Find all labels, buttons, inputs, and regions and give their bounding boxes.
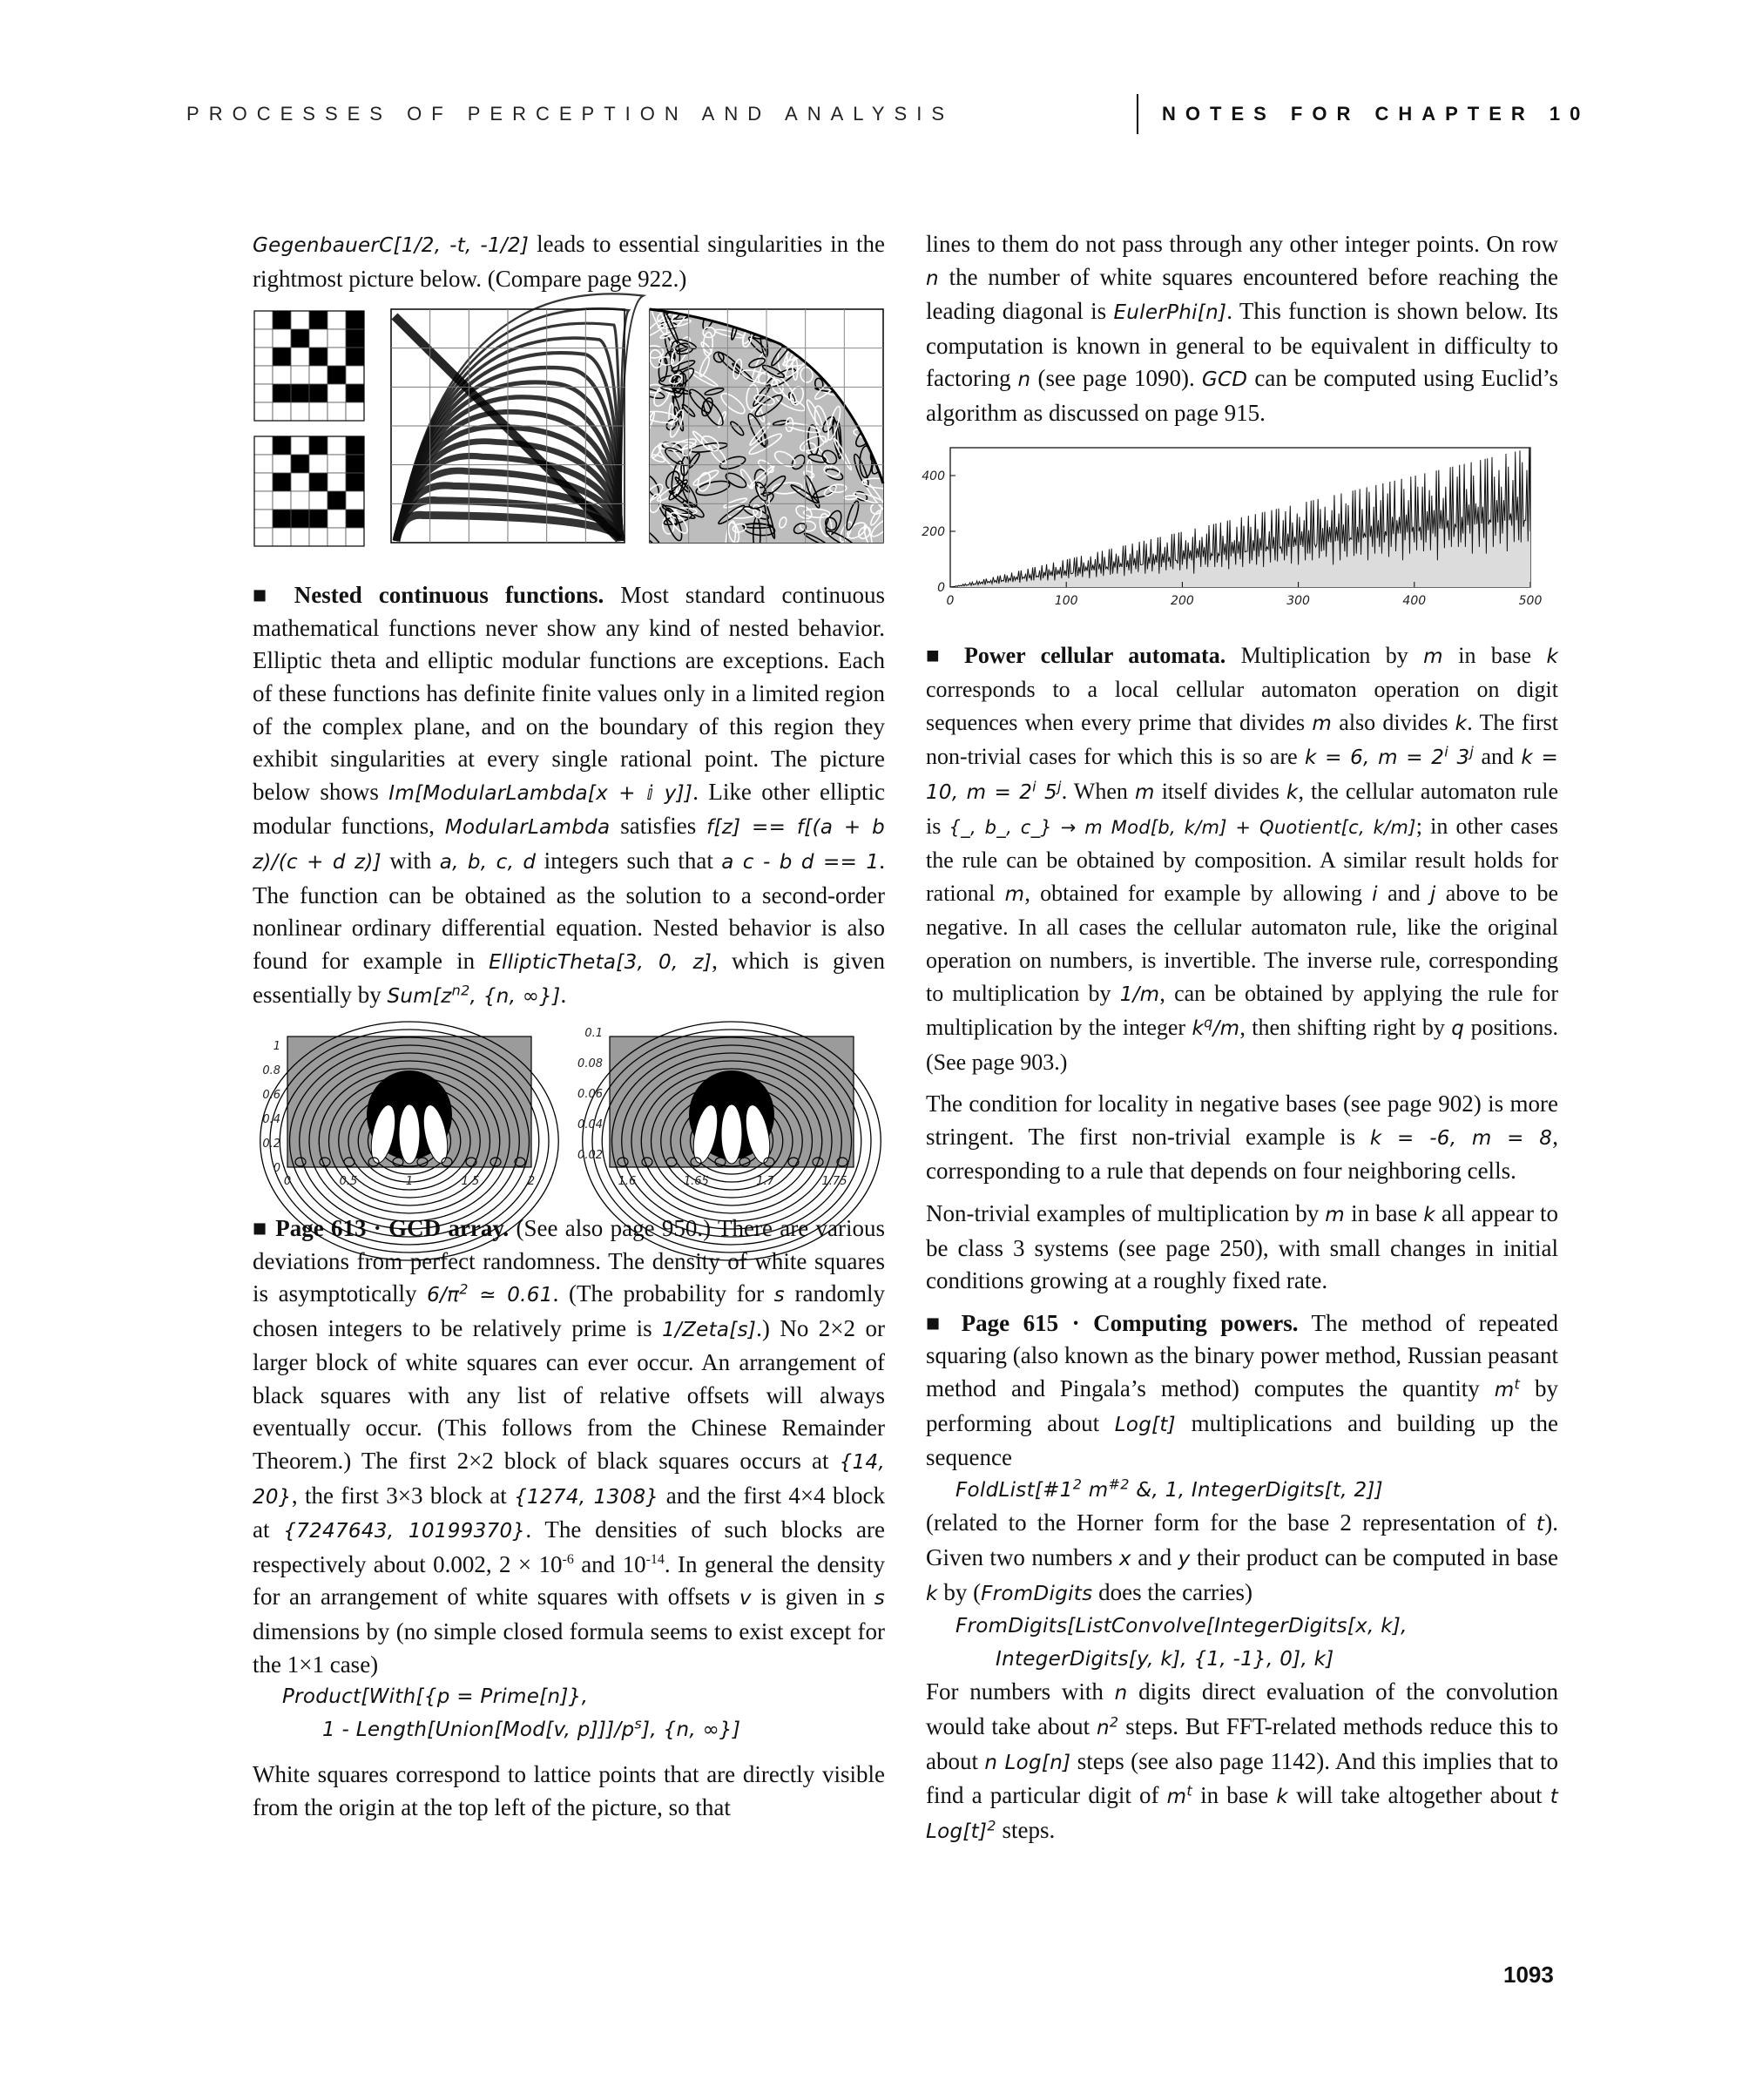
grid-cell — [346, 402, 364, 421]
paragraph-text: their product can be computed in base — [1197, 1544, 1559, 1570]
x-tick-label: 500 — [1518, 593, 1543, 608]
paragraph-text: Non-trivial examples of multiplication by — [926, 1200, 1320, 1227]
math-part: 10 — [622, 1550, 646, 1577]
paragraph-text: by performing about — [926, 1375, 1559, 1436]
paragraph-text: also divides — [1339, 709, 1448, 735]
grid-cell — [327, 384, 346, 402]
code-part: m — [1166, 1786, 1187, 1809]
grid-cell — [291, 366, 309, 384]
superscript: 2 — [1072, 1475, 1083, 1493]
grid-cell — [291, 311, 309, 329]
paragraph-text: itself divides — [1161, 778, 1279, 804]
gcd-pictures-row — [253, 306, 885, 553]
x-tick-label: 1.7 — [756, 1174, 775, 1188]
code-inline — [1494, 1375, 1521, 1402]
grid-cell — [273, 436, 291, 455]
y-tick-label: 0.04 — [577, 1118, 603, 1131]
code-block — [253, 1681, 885, 1746]
code-inline: EulerPhi[n] — [1113, 301, 1227, 325]
y-tick-label: 0 — [937, 580, 945, 595]
code-inline: GCD — [1201, 368, 1248, 392]
petal — [399, 1104, 420, 1164]
code-part: ], {n, ∞}] — [642, 1718, 741, 1741]
paragraph-text: .) No 2×2 or larger block of white squares can ever occur. An arrangement of black squares with any list of relative offsets will always eventually occur. (This follows from the Chinese Remainder Theorem.) The first 2×2 block of black squares occurs at — [253, 1314, 885, 1475]
superscript: -14 — [645, 1551, 665, 1567]
intro-paragraph — [253, 228, 885, 295]
grid-cell — [309, 491, 327, 510]
paragraph-text: The condition for locality in negative bases (see page 902) is more stringent. The first non-trivial example is — [926, 1091, 1558, 1150]
grid-cell — [254, 436, 273, 455]
x-tick-label: 400 — [1402, 593, 1427, 608]
x-tick-label: 0.5 — [339, 1174, 358, 1188]
code-inline: n — [1114, 1682, 1128, 1705]
computing-powers-paragraph — [926, 1307, 1558, 1849]
paragraph-text: (related to the Horner form for the base 2 representation of — [926, 1509, 1526, 1536]
paragraph-text: . When — [1061, 778, 1128, 804]
code-inline: m — [1312, 712, 1333, 735]
paragraph-text: steps. — [1002, 1816, 1056, 1843]
code-inline: ModularLambda — [444, 816, 611, 840]
code-inline: j — [1429, 882, 1436, 906]
code-inline — [1097, 1713, 1119, 1739]
y-tick-label: 0.1 — [584, 1026, 603, 1040]
euler-phi-chart — [922, 442, 1558, 613]
contour-plot-right — [575, 1026, 862, 1188]
paragraph-text: with — [389, 847, 432, 874]
code-inline: k — [1455, 712, 1468, 735]
code-inline: a, b, c, d — [439, 850, 537, 874]
grid-cell — [346, 528, 364, 546]
code-inline: n — [926, 267, 939, 290]
code-part: m — [1082, 1478, 1109, 1502]
grid-cell — [346, 455, 364, 473]
grid-cell — [273, 473, 291, 491]
code-line — [253, 1714, 885, 1747]
y-tick-label: 400 — [922, 469, 945, 483]
paragraph-text: The method of repeated squaring (also known as the binary power method, Russian peasant method and Pingala’s method) computes the quantity — [926, 1309, 1558, 1402]
code-part: k = 10, m = 2 — [926, 746, 1559, 804]
code-part: ≃ 0.61 — [468, 1284, 553, 1307]
grid-cell — [327, 473, 346, 491]
code-inline: {_, b_, c_} → m Mod[b, k/m] + Quotient[c, k/m] — [949, 816, 1416, 838]
x-tick-label: 100 — [1054, 593, 1078, 608]
code-inline: GegenbauerC[1/2, -t, -1/2] — [253, 234, 530, 257]
class3-paragraph — [926, 1198, 1558, 1298]
superscript: i — [1032, 778, 1036, 795]
paragraph-text: is given in — [760, 1583, 866, 1610]
paragraph-text: For numbers with — [926, 1678, 1104, 1705]
paragraph-text: Most standard continuous mathematical functions never show any kind of nested behavior. Elliptic theta and elliptic modular functions are exceptions. Each of these functions has definite finite values only in a limited region of the complex plane, and on the boundary of this region they exhibit singularities at every single rational point. The picture below shows — [253, 582, 885, 805]
code-inline: n Log[n] — [984, 1751, 1071, 1774]
grid-cell — [273, 311, 291, 329]
grid-cell — [291, 528, 309, 546]
paragraph-text: . The densities of such blocks are respectively about 0.002, — [253, 1516, 885, 1577]
grid-cell — [309, 329, 327, 348]
paragraph-text: and — [1481, 744, 1515, 770]
code-inline: m — [1423, 645, 1443, 668]
code-inline: 1/m — [1119, 982, 1160, 1006]
code-inline: EllipticTheta[3, 0, z] — [489, 950, 712, 974]
superscript: j — [1057, 778, 1062, 795]
y-tick-label: 0.2 — [262, 1137, 280, 1151]
code-part: &, 1, IntegerDigits[t, 2]] — [1129, 1478, 1383, 1502]
paragraph-text: will take altogether about — [1296, 1782, 1543, 1809]
code-line: Product[With[{p = Prime[n]}, — [282, 1685, 589, 1709]
gcd-grid-images — [253, 306, 375, 553]
code-part: 1 - Length[Union[Mod[v, p]]]/p — [322, 1718, 635, 1741]
grid-cell — [346, 491, 364, 510]
code-line: IntegerDigits[y, k], {1, -1}, 0], k] — [996, 1647, 1334, 1671]
code-inline: a c - b d == 1 — [721, 850, 880, 874]
code-inline: m — [1134, 780, 1155, 804]
grid-cell — [254, 329, 273, 348]
gcd-array-paragraph — [253, 1212, 885, 1681]
code-inline: t — [1536, 1513, 1545, 1536]
x-tick-label: 300 — [1286, 593, 1310, 608]
code-inline: Im[ModularLambda[x + ⅈ y]] — [388, 781, 693, 805]
visible-points-paragraph — [253, 1759, 885, 1824]
grid-cell — [291, 455, 309, 473]
code-inline: n — [1017, 368, 1031, 392]
grid-cell — [309, 455, 327, 473]
grid-cell — [291, 402, 309, 421]
code-part: t Log[t] — [926, 1786, 1559, 1843]
code-part: k = 6, m = 2 — [1305, 746, 1445, 770]
code-inline: k — [1423, 1204, 1435, 1227]
locality-paragraph — [926, 1088, 1558, 1188]
paragraph-text: . (The probability for — [552, 1280, 765, 1307]
code-inline: k — [926, 1582, 938, 1605]
grid-cell — [346, 510, 364, 528]
petal — [721, 1104, 742, 1164]
paragraph-text: does the carries) — [1098, 1578, 1253, 1605]
x-tick-label: 200 — [1171, 593, 1194, 608]
paragraph-text: in base — [1351, 1200, 1418, 1227]
code-inline — [387, 982, 561, 1009]
paragraph-text: (See also page 950.) There are various deviations from perfect randomness. The density of white squares is asymptotically — [253, 1214, 886, 1307]
paragraph-text: . This function is shown below. Its computation is known in general to be equivalent in difficulty to factoring — [926, 298, 1558, 392]
code-inline — [1192, 1014, 1240, 1041]
grid-cell — [346, 311, 364, 329]
header-chapter-title: NOTES FOR CHAPTER 10 — [1162, 103, 1590, 125]
paragraph-text: , then shifting right by — [1239, 1015, 1445, 1041]
y-tick-label: 0.8 — [262, 1064, 280, 1077]
code-inline — [1166, 1782, 1192, 1809]
superscript: 2 — [987, 1817, 996, 1834]
superscript: t — [1514, 1375, 1521, 1393]
code-inline: s — [874, 1587, 886, 1610]
superscript: 2 — [459, 1280, 469, 1298]
right-column — [922, 228, 1559, 1848]
code-inline: k — [1546, 645, 1559, 668]
code-inline: {7247643, 10199370} — [283, 1520, 526, 1543]
grid-cell — [346, 473, 364, 491]
grid-cell — [309, 402, 327, 421]
paragraph-text: (see page 1090). — [1037, 365, 1195, 392]
grid-cell — [327, 366, 346, 384]
code-line: FromDigits[ListConvolve[IntegerDigits[x, k], — [955, 1615, 1408, 1638]
paragraph-text: steps (see also page 1142). And this implies that to find a particular digit of — [926, 1747, 1559, 1809]
grid-cell — [273, 348, 291, 366]
paragraph-text: and — [1388, 880, 1421, 906]
grid-cell — [254, 348, 273, 366]
grid-cell — [254, 366, 273, 384]
grid-cell — [291, 491, 309, 510]
grid-cell — [327, 402, 346, 421]
grid-cell — [309, 311, 327, 329]
continued-paragraph — [926, 228, 1558, 430]
modular-lambda-plots — [253, 1026, 885, 1188]
grid-cell — [273, 384, 291, 402]
paragraph-text: the number of white squares encountered before reaching the leading diagonal is — [926, 263, 1558, 325]
grid-cell — [291, 348, 309, 366]
code-inline: x — [1118, 1548, 1131, 1570]
paragraph-text: , which is given essentially by — [253, 947, 886, 1009]
grid-cell — [309, 510, 327, 528]
paragraph-text: corresponds to a local cellular automaton operation on digit sequences when every prime that divides — [926, 677, 1558, 735]
paragraph-text: above to be negative. In all cases the cellular automaton rule, like the original operation on numbers, is invertible. The inverse rule, corresponding to multiplication by — [926, 880, 1559, 1006]
code-inline: FromDigits — [981, 1582, 1093, 1605]
section-heading: ■ Nested continuous functions. — [253, 582, 604, 609]
grid-cell — [254, 384, 273, 402]
code-part: m — [1494, 1379, 1515, 1402]
grid-cell — [309, 436, 327, 455]
superscript: s — [634, 1715, 643, 1732]
paragraph-text: multiplications and building up the sequence — [926, 1409, 1559, 1471]
y-tick-label: 0.06 — [577, 1087, 603, 1101]
paragraph-text: , the cellular automaton rule is — [926, 778, 1559, 839]
y-tick-label: 0 — [273, 1161, 280, 1175]
paragraph-text: by ( — [943, 1578, 982, 1605]
section-heading: ■ Page 615 · Computing powers. — [926, 1309, 1299, 1336]
x-tick-label: 0 — [946, 593, 955, 608]
math-part: 2 × 10 — [499, 1550, 563, 1577]
paragraph-text: Multiplication by — [1240, 642, 1408, 668]
grid-cell — [254, 402, 273, 421]
y-tick-label: 1 — [273, 1039, 280, 1053]
paragraph-text: randomly chosen integers to be relatively prime is — [253, 1280, 885, 1341]
grid-cell — [291, 329, 309, 348]
x-tick-label: 1.75 — [821, 1174, 847, 1188]
superscript: j — [1469, 743, 1475, 760]
code-line — [926, 1475, 1558, 1508]
paragraph-text: , obtained for example by allowing — [1024, 880, 1362, 906]
grid-cell — [254, 311, 273, 329]
paragraph-text: leads to essential singularities in the rightmost picture below. (Compare page 922.) — [253, 231, 886, 292]
grid-cell — [254, 491, 273, 510]
grid-cell — [327, 348, 346, 366]
grid-cell — [273, 402, 291, 421]
code-inline: {14, 20} — [253, 1451, 886, 1509]
paragraph-text: digits direct evaluation of the convolution would take about — [926, 1678, 1559, 1739]
code-inline: Log[t] — [1114, 1413, 1176, 1436]
grid-cell — [273, 528, 291, 546]
code-inline: k — [1276, 1786, 1289, 1809]
header-section-title: PROCESSES OF PERCEPTION AND ANALYSIS — [186, 103, 954, 125]
grid-cell — [273, 510, 291, 528]
grid-cell — [346, 348, 364, 366]
code-part: Sum[z — [387, 985, 452, 1009]
y-tick-label: 0.6 — [262, 1088, 280, 1102]
paragraph-text: in base — [1200, 1782, 1269, 1809]
grid-cell — [309, 384, 327, 402]
x-tick-label: 2 — [527, 1174, 536, 1188]
left-column — [253, 228, 885, 1834]
paragraph-text: , can be obtained by applying the rule for multiplication by the integer — [926, 980, 1559, 1041]
grid-cell — [327, 329, 346, 348]
grid-cell — [309, 366, 327, 384]
running-header — [0, 101, 1590, 136]
paragraph-text: integers such that — [544, 847, 713, 874]
code-inline: m — [1004, 882, 1025, 906]
grid-cell — [254, 455, 273, 473]
paragraph-text: and the first 4×4 block at — [253, 1482, 885, 1543]
paragraph-text: lines to them do not pass through any other integer points. On row — [926, 231, 1558, 257]
x-tick-label: 1.5 — [461, 1174, 480, 1188]
superscript: n2 — [451, 982, 470, 999]
superscript: t — [1186, 1782, 1192, 1800]
math-inline — [623, 1551, 665, 1577]
nested-curves-image — [391, 309, 625, 544]
code-inline: q — [1451, 1017, 1465, 1041]
paragraph-text: . — [560, 982, 567, 1009]
code-part: k — [1192, 1017, 1205, 1041]
grid-cell — [346, 436, 364, 455]
superscript: i — [1444, 743, 1448, 760]
grid-cell — [254, 473, 273, 491]
superscript: q — [1204, 1014, 1213, 1031]
header-divider — [1137, 94, 1138, 134]
power-ca-paragraph — [926, 639, 1558, 1079]
grid-cell — [254, 510, 273, 528]
euler-phi-plot — [922, 442, 1558, 613]
grid-cell — [309, 348, 327, 366]
y-tick-label: 200 — [922, 524, 945, 539]
code-inline — [427, 1280, 553, 1307]
code-inline — [1305, 743, 1475, 770]
nested-functions-paragraph — [253, 579, 885, 1014]
grid-cell — [273, 329, 291, 348]
paragraph-text: . The function can be obtained as the solution to a second-order nonlinear ordinary differential equation. Nested behavior is also found for example in — [253, 847, 886, 974]
grid-cell — [327, 528, 346, 546]
code-part: 6/π — [427, 1284, 460, 1307]
paragraph-text: ). Given two numbers — [926, 1509, 1558, 1570]
paragraph-text: . The first non-trivial cases for which this is so are — [926, 709, 1559, 770]
code-inline: y — [1178, 1548, 1191, 1570]
essential-singularity-image — [650, 309, 885, 544]
grid-cell — [346, 384, 364, 402]
paragraph-text: all appear to be class 3 systems (see page 250), with small changes in initial conditions growing at a roughly fixed rate. — [926, 1200, 1559, 1294]
grid-cell — [327, 455, 346, 473]
code-part: 3 — [1448, 746, 1470, 770]
paragraph-text: , corresponding to a rule that depends on four neighboring cells. — [926, 1123, 1558, 1185]
superscript: 2 — [1109, 1713, 1119, 1731]
y-tick-label: 0.02 — [577, 1148, 603, 1162]
y-tick-label: 0.4 — [262, 1112, 280, 1126]
code-inline: v — [739, 1587, 752, 1610]
code-inline: {1274, 1308} — [514, 1485, 659, 1509]
grid-cell — [327, 436, 346, 455]
code-inline: k = -6, m = 8 — [1369, 1126, 1553, 1150]
code-part: 5 — [1036, 780, 1057, 804]
grid-cell — [291, 510, 309, 528]
superscript: -6 — [562, 1551, 574, 1567]
y-tick-label: 0.08 — [577, 1057, 603, 1070]
grid-cell — [346, 329, 364, 348]
grid-cell — [273, 366, 291, 384]
grid-cell — [327, 491, 346, 510]
x-tick-label: 1.65 — [683, 1174, 709, 1188]
paragraph-text: ; in other cases the rule can be obtained by composition. A similar result holds for rational — [926, 813, 1559, 906]
grid-cell — [291, 384, 309, 402]
math-inline — [499, 1551, 574, 1577]
code-part: /m — [1212, 1017, 1240, 1041]
code-inline: f[z] == f[(a + b z)/(c + d z)] — [253, 816, 886, 874]
paragraph-text: . In general the density for an arrangement of white squares with offsets — [253, 1550, 886, 1610]
grid-cell — [291, 436, 309, 455]
grid-cell — [309, 528, 327, 546]
paragraph-text: White squares correspond to lattice points that are directly visible from the origin at the top left of the picture, so that — [253, 1761, 885, 1820]
grid-cell — [273, 455, 291, 473]
section-heading: ■ Page 613 · GCD array. — [253, 1214, 510, 1241]
paragraph-text: . Like other elliptic modular functions, — [253, 778, 886, 840]
grid-cell — [346, 366, 364, 384]
x-tick-label: 1.6 — [618, 1174, 637, 1188]
paragraph-text: in base — [1458, 642, 1532, 668]
grid-cell — [254, 528, 273, 546]
x-tick-label: 0 — [283, 1174, 292, 1188]
paragraph-text: and — [581, 1550, 616, 1577]
grid-cell — [291, 473, 309, 491]
code-inline: i — [1372, 882, 1378, 906]
grid-cell — [309, 473, 327, 491]
paragraph-text: , the first 3×3 block at — [291, 1482, 507, 1509]
code-part: FoldList[#1 — [955, 1478, 1073, 1502]
paragraph-text: dimensions by (no simple closed formula seems to exist except for the 1×1 case) — [253, 1618, 885, 1678]
section-heading: ■ Power cellular automata. — [926, 642, 1226, 668]
code-part: n — [1097, 1716, 1110, 1739]
code-inline: s — [773, 1284, 785, 1307]
page-number: 1093 — [1503, 1962, 1554, 1988]
grid-cell — [327, 510, 346, 528]
paragraph-text: satisfies — [620, 813, 697, 840]
paragraph-text: steps. But FFT-related methods reduce this to about — [926, 1712, 1559, 1774]
paragraph-text: can be computed using Euclid’s algorithm as discussed on page 915. — [926, 365, 1559, 426]
code-part: , {n, ∞}] — [469, 985, 561, 1009]
code-inline: k — [1286, 780, 1299, 804]
grid-cell — [327, 311, 346, 329]
superscript: #2 — [1108, 1475, 1130, 1493]
code-inline: 1/Zeta[s] — [662, 1318, 757, 1341]
paragraph-text: positions. (See page 903.) — [926, 1015, 1559, 1075]
code-inline: m — [1325, 1204, 1346, 1227]
contour-plot-left — [253, 1030, 540, 1186]
paragraph-text: and — [1138, 1544, 1172, 1570]
x-tick-label: 1 — [405, 1174, 414, 1188]
grid-cell — [273, 491, 291, 510]
